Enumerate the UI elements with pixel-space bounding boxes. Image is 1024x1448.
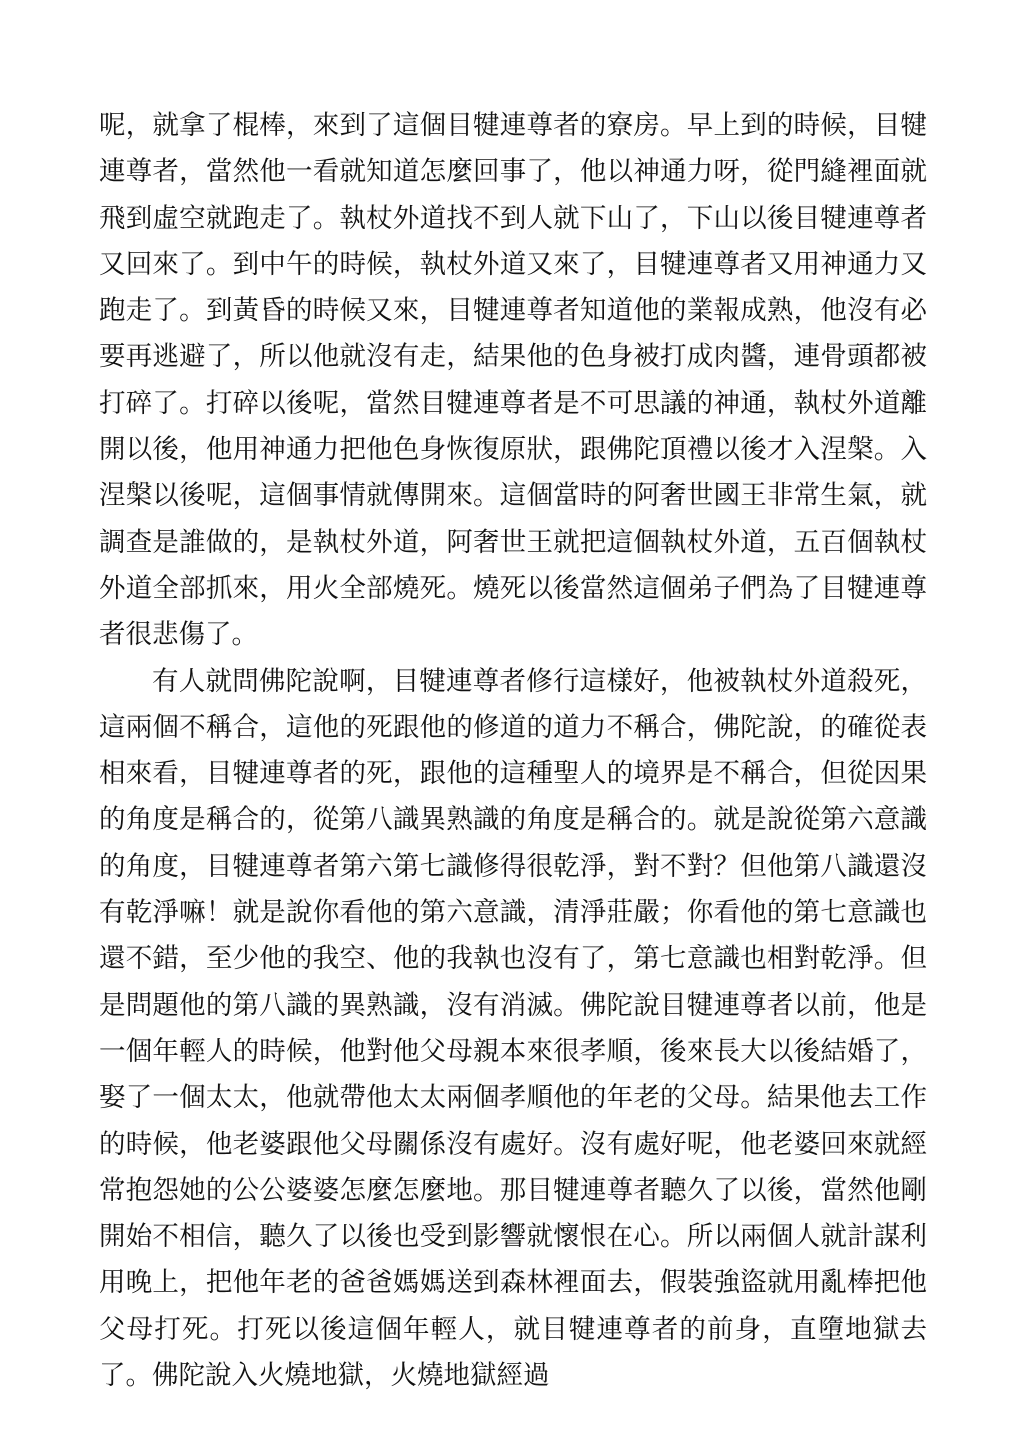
body-text xyxy=(99,103,927,1399)
paragraph-1: 呢，就拿了棍棒，來到了這個目犍連尊者的寮房。早上到的時候，目犍連尊者，當然他一看就知道怎麼回事了，他以神通力呀，從門縫裡面就飛到虛空就跑走了。執杖外道找不到人就下山了，下山以後目犍連尊者又回來了。到中午的時候，執杖外道又來了，目犍連尊者又用神通力又跑走了。到黃昏的時候又來，目犍連尊者知道他的業報成熟，他沒有必要再逃避了，所以他就沒有走，結果他的色身被打成肉醬，連骨頭都被打碎了。打碎以後呢，當然目犍連尊者是不可思議的神通，執杖外道離開以後，他用神通力把他色身恢復原狀，跟佛陀頂禮以後才入涅槃。入涅槃以後呢，這個事情就傳開來。這個當時的阿奢世國王非常生氣，就調查是誰做的，是執杖外道，阿奢世王就把這個執杖外道，五百個執杖外道全部抓來，用火全部燒死。燒死以後當然這個弟子們為了目犍連尊者很悲傷了。 xyxy=(99,110,927,651)
paragraph-2: 有人就問佛陀說啊，目犍連尊者修行這樣好，他被執杖外道殺死，這兩個不稱合，這他的死跟他的修道的道力不稱合，佛陀說，的確從表相來看，目犍連尊者的死，跟他的這種聖人的境界是不稱合，但從因果的角度是稱合的，從第八識異熟識的角度是稱合的。就是說從第六意識的角度，目犍連尊者第六第七識修得很乾淨，對不對？但他第八識還沒有乾淨嘛！就是說你看他的第六意識，清淨莊嚴；你看他的第七意識也還不錯，至少他的我空、他的我執也沒有了，第七意識也相對乾淨。但是問題他的第八識的異熟識，沒有消滅。佛陀說目犍連尊者以前，他是一個年輕人的時候，他對他父母親本來很孝順，後來長大以後結婚了，娶了一個太太，他就帶他太太兩個孝順他的年老的父母。結果他去工作的時候，他老婆跟他父母關係沒有處好。沒有處好呢，他老婆回來就經常抱怨她的公公婆婆怎麼怎麼地。那目犍連尊者聽久了以後，當然他剛開始不相信，聽久了以後也受到影響就懷恨在心。所以兩個人就計謀利用晚上，把他年老的爸爸媽媽送到森林裡面去，假裝強盜就用亂棒把他父母打死。打死以後這個年輕人，就目犍連尊者的前身，直墮地獄去了。佛陀說入火燒地獄，火燒地獄經過 xyxy=(99,665,927,1392)
